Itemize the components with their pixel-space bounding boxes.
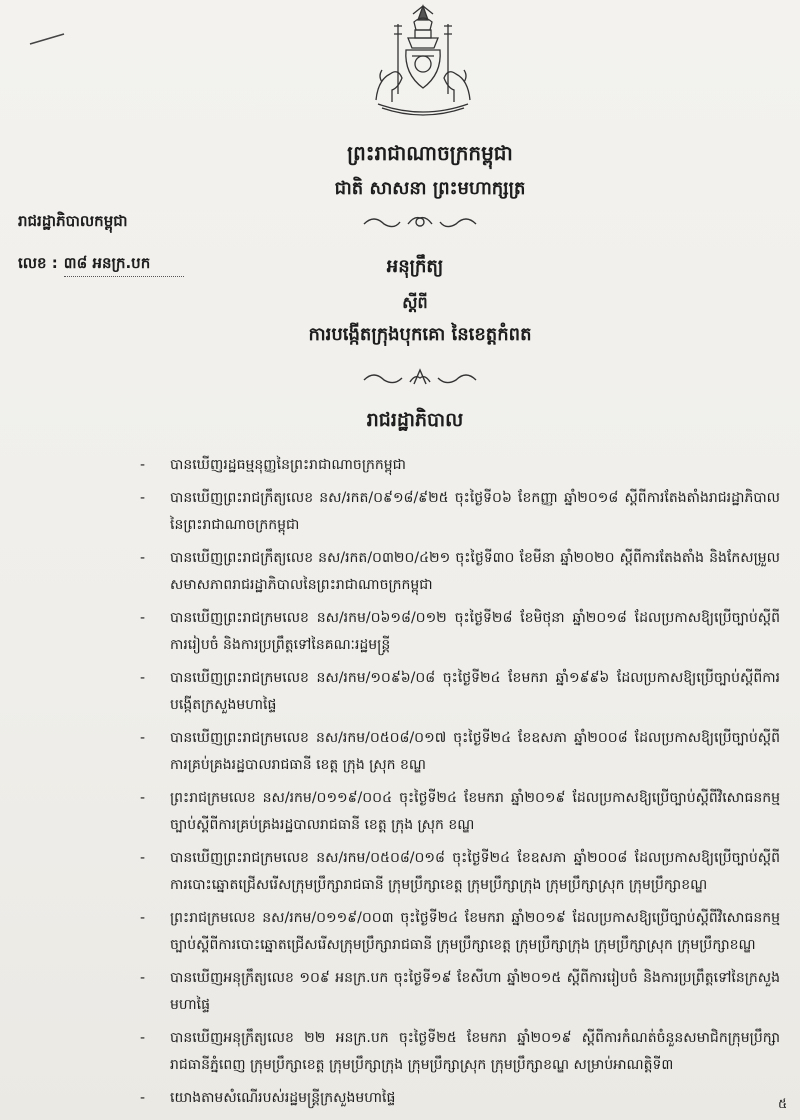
- pen-mark: [28, 32, 68, 46]
- document-about: ស្តីពី: [402, 293, 428, 312]
- national-motto: ជាតិ សាសនា ព្រះមហាក្សត្រ: [334, 178, 526, 199]
- list-item: - យោងតាមសំណើរបស់រដ្ឋមន្ត្រីក្រសួងមហាផ្ទៃ: [140, 1090, 396, 1106]
- ornament-divider-icon: [360, 212, 480, 232]
- page-number: ៥: [778, 1097, 788, 1112]
- list-item: - បានឃើញព្រះរាជក្រមលេខ នស/រកម/០៥០៨/០១៧ ចុះថ្ងៃទី២៤ ខែឧសភា ឆ្នាំ២០០៨ ដែលប្រកាសឱ្យប្រើច្បាប់ស្តីពីការគ្រប់គ្រងរដ្ឋបាលរាជធានី ខេត្ត ក្រុង ស្រុក ខណ្ឌ: [140, 730, 780, 773]
- document-number-value: ៣៨ អនក្រ.បក: [64, 254, 184, 277]
- document-number-label: លេខ :: [18, 254, 58, 272]
- document-number: [18, 254, 184, 277]
- issuing-government: រាជរដ្ឋាភិបាលកម្ពុជា: [18, 212, 128, 230]
- list-item: - បានឃើញព្រះរាជក្រមលេខ នស/រកម/០៥០៨/០១៨ ចុះថ្ងៃទី២៤ ខែឧសភា ឆ្នាំ២០០៨ ដែលប្រកាសឱ្យប្រើច្បាប់ស្តីពីការបោះឆ្នោតជ្រើសរើសក្រុមប្រឹក្សារាជធានី ក្រុមប្រឹក្សាខេត្ត ក្រុមប្រឹក្សាក្រុង ក្រុមប្រឹក្សាស្រុក ក្រុមប្រឹក្សាខណ្ឌ: [140, 850, 780, 893]
- kingdom-name: ព្រះរាជាណាចក្រកម្ពុជា: [347, 141, 513, 165]
- recitals-list: [140, 452, 780, 1118]
- list-item: - បានឃើញព្រះរាជក្រឹត្យលេខ នស/រកត/០៣២០/៤២១ ចុះថ្ងៃទី៣០ ខែមីនា ឆ្នាំ២០២០ ស្តីពីការតែងតាំង និងកែសម្រួលសមាសភាពរាជរដ្ឋាភិបាលនៃព្រះរាជាណាចក្រកម្ពុជា: [140, 550, 780, 593]
- list-item: - បានឃើញអនុក្រឹត្យលេខ ១០៩ អនក្រ.បក ចុះថ្ងៃទី១៩ ខែសីហា ឆ្នាំ២០១៥ ស្តីពីការរៀបចំ និងការប្រព្រឹត្តទៅនៃក្រសួងមហាផ្ទៃ: [140, 970, 780, 1013]
- document-subject: ការបង្កើតក្រុងបុកគោ នៃខេត្តកំពត: [308, 324, 532, 345]
- list-item: - បានឃើញព្រះរាជក្រឹត្យលេខ នស/រកត/០៩១៨/៩២៥ ចុះថ្ងៃទី០៦ ខែកញ្ញា ឆ្នាំ២០១៨ ស្តីពីការតែងតាំងរាជរដ្ឋាភិបាលនៃព្រះរាជាណាចក្រកម្ពុជា: [140, 490, 780, 533]
- royal-crest-icon: [368, 4, 478, 120]
- ornament-divider-icon: [360, 368, 480, 388]
- list-item: - បានឃើញព្រះរាជក្រមលេខ នស/រកម/១០៩៦/០៨ ចុះថ្ងៃទី២៤ ខែមករា ឆ្នាំ១៩៩៦ ដែលប្រកាសឱ្យប្រើច្បាប់ស្តីពីការបង្កើតក្រសួងមហាផ្ទៃ: [140, 670, 780, 713]
- issuing-authority: រាជរដ្ឋាភិបាល: [366, 409, 464, 431]
- document-type: អនុក្រឹត្យ: [386, 256, 444, 277]
- list-item: - បានឃើញព្រះរាជក្រមលេខ នស/រកម/០៦១៨/០១២ ចុះថ្ងៃទី២៨ ខែមិថុនា ឆ្នាំ២០១៨ ដែលប្រកាសឱ្យប្រើច្បាប់ស្តីពីការរៀបចំ និងការប្រព្រឹត្តទៅនៃគណៈរដ្ឋមន្ត្រី: [140, 610, 780, 653]
- list-item: - ព្រះរាជក្រមលេខ នស/រកម/០១១៩/០០៤ ចុះថ្ងៃទី២៤ ខែមករា ឆ្នាំ២០១៩ ដែលប្រកាសឱ្យប្រើច្បាប់ស្តីពីវិសោធនកម្មច្បាប់ស្តីពីការគ្រប់គ្រងរដ្ឋបាលរាជធានី ខេត្ត ក្រុង ស្រុក ខណ្ឌ: [140, 790, 780, 833]
- list-item: - បានឃើញអនុក្រឹត្យលេខ ២២ អនក្រ.បក ចុះថ្ងៃទី២៥ ខែមករា ឆ្នាំ២០១៩ ស្តីពីការកំណត់ចំនួនសមាជិកក្រុមប្រឹក្សារាជធានីភ្នំពេញ ក្រុមប្រឹក្សាខេត្ត ក្រុមប្រឹក្សាក្រុង ក្រុមប្រឹក្សាស្រុក ក្រុមប្រឹក្សាខណ្ឌ សម្រាប់អាណត្តិទី៣: [140, 1030, 780, 1073]
- list-item: - បានឃើញរដ្ឋធម្មនុញ្ញនៃព្រះរាជាណាចក្រកម្ពុជា: [140, 457, 406, 473]
- list-item: - ព្រះរាជក្រមលេខ នស/រកម/០១១៩/០០៣ ចុះថ្ងៃទី២៤ ខែមករា ឆ្នាំ២០១៩ ដែលប្រកាសឱ្យប្រើច្បាប់ស្តីពីវិសោធនកម្មច្បាប់ស្តីពីការបោះឆ្នោតជ្រើសរើសក្រុមប្រឹក្សារាជធានី ក្រុមប្រឹក្សាខេត្ត ក្រុមប្រឹក្សាក្រុង ក្រុមប្រឹក្សាស្រុក ក្រុមប្រឹក្សាខណ្ឌ: [140, 910, 780, 953]
